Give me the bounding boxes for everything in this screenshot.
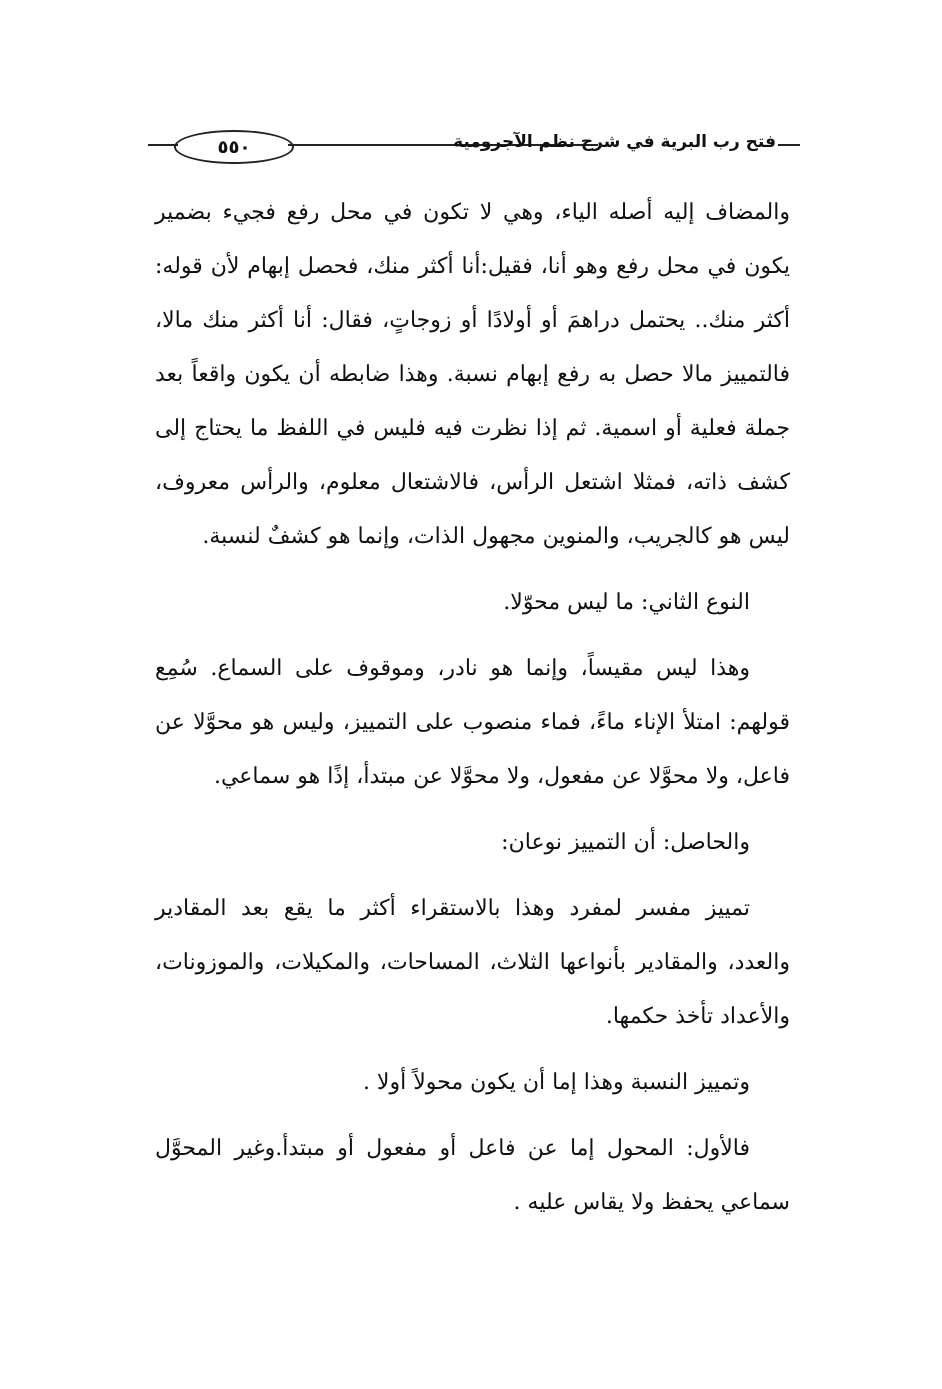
page-number: ٥٥٠ — [174, 130, 294, 164]
paragraph: وهذا ليس مقيساً، وإنما هو نادر، وموقوف على السماع. سُمِع قولهم: امتلأ الإناء ماءً، فماء منصوب على التمييز، وليس هو محوَّلا عن فاعل، ولا محوَّلا عن مفعول، ولا محوَّلا عن مبتدأ، إذًا هو سماعي. — [155, 656, 790, 789]
book-title: فتح رب البرية في شرح نظم الآجرومية — [453, 132, 776, 152]
paragraph: فالأول: المحول إما عن فاعل أو مفعول أو مبتدأ.وغير المحوَّل سماعي يحفظ ولا يقاس عليه . — [155, 1136, 790, 1215]
paragraph: النوع الثاني: ما ليس محوّلا. — [503, 590, 750, 615]
header-rule-right — [778, 144, 800, 146]
paragraph: والمضاف إليه أصله الياء، وهي لا تكون في محل رفع فجيء بضمير يكون في محل رفع وهو أنا، فقيل:أنا أكثر منك، فحصل إبهام لأن قوله: أكثر منك.. يحتمل دراهمَ أو أولادًا أو زوجاتٍ، فقال: أنا أكثر منك مالا، فالتمييز مالا حصل به رفع إبهام نسبة. وهذا ضابطه أن يكون واقعاً بعد جملة فعلية أو اسمية. ثم إذا نظرت فيه فليس في اللفظ ما يحتاج إلى كشف ذاته، فمثلا اشتعل الرأس، فالاشتعال معلوم، والرأس معروف، ليس هو كالجريب، والمنوين مجهول الذات، وإنما هو كشفٌ لنسبة. — [155, 200, 790, 549]
running-header — [148, 126, 800, 170]
paragraph: والحاصل: أن التمييز نوعان: — [501, 830, 750, 855]
paragraph: تمييز مفسر لمفرد وهذا بالاستقراء أكثر ما يقع بعد المقادير والعدد، والمقادير بأنواعها الثلاث، المساحات، والمكيلات، والموزونات، والأعداد تأخذ حكمها. — [155, 896, 790, 1029]
page-body — [155, 186, 790, 1242]
paragraph: وتمييز النسبة وهذا إما أن يكون محولاً أولا . — [362, 1070, 750, 1095]
